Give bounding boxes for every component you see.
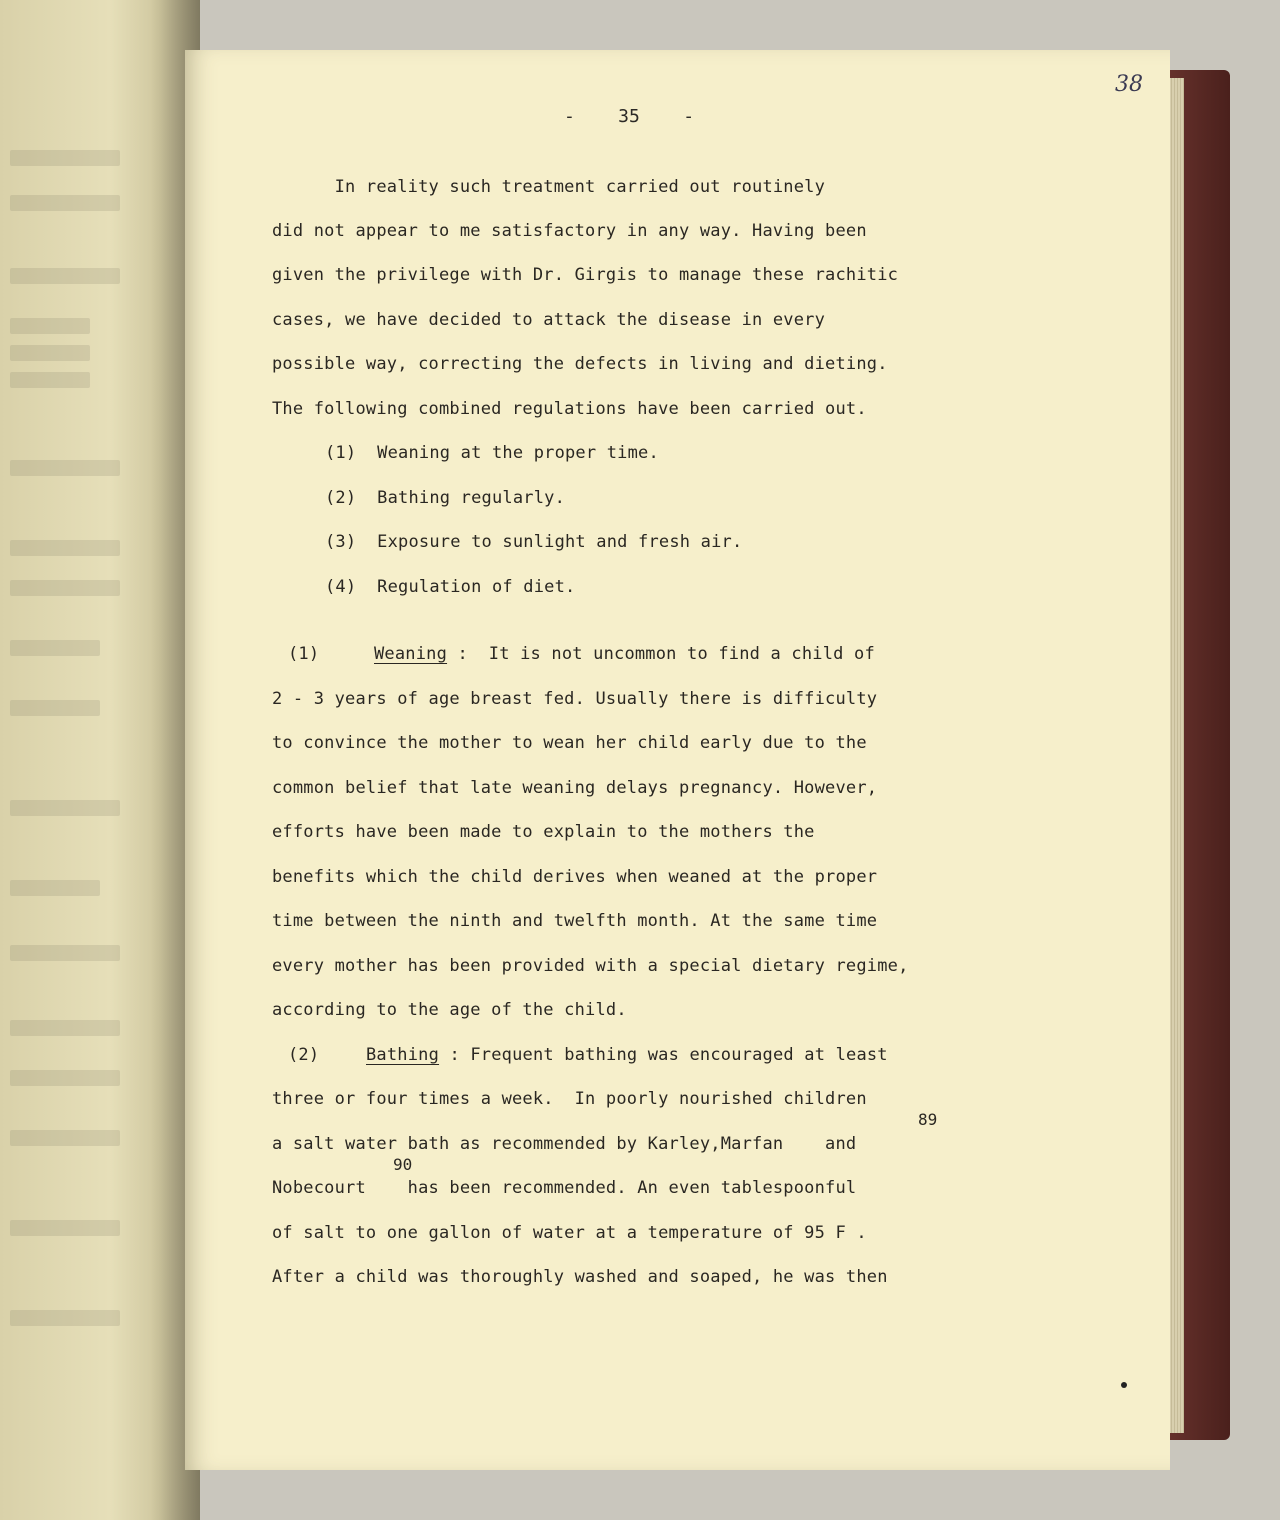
bathing-line: Nobecourt has been recommended. An even tablespoonful	[272, 1178, 857, 1198]
bathing-line: three or four times a week. In poorly nourished children	[272, 1089, 867, 1109]
regulation-item: (3) Exposure to sunlight and fresh air.	[325, 532, 743, 552]
weaning-first-line	[374, 643, 875, 665]
bleed-through-line	[10, 1220, 120, 1236]
bathing-first-line-rest: : Frequent bathing was encouraged at least	[439, 1045, 888, 1065]
intro-line: did not appear to me satisfactory in any way. Having been	[272, 221, 867, 241]
bleed-through-line	[10, 1130, 120, 1146]
typed-page	[185, 50, 1170, 1470]
weaning-line: 2 - 3 years of age breast fed. Usually there is difficulty	[272, 689, 878, 709]
bleed-through-line	[10, 1310, 120, 1326]
regulation-item: (1) Weaning at the proper time.	[325, 443, 659, 463]
bleed-through-line	[10, 540, 120, 556]
bleed-through-line	[10, 1020, 120, 1036]
bleed-through-line	[10, 195, 120, 211]
weaning-line: common belief that late weaning delays pregnancy. However,	[272, 778, 878, 798]
page-number: - 35 -	[564, 106, 695, 127]
bleed-through-line	[10, 945, 120, 961]
left-page	[0, 0, 200, 1520]
weaning-line: efforts have been made to explain to the mothers the	[272, 822, 815, 842]
reference-superscript: 89	[918, 1110, 938, 1129]
bleed-through-line	[10, 345, 90, 361]
weaning-first-line-rest: : It is not uncommon to find a child of	[447, 644, 875, 664]
bathing-line: of salt to one gallon of water at a temperature of 95 F .	[272, 1223, 867, 1243]
bleed-through-line	[10, 318, 90, 334]
bleed-through-line	[10, 460, 120, 476]
weaning-line: time between the ninth and twelfth month. At the same time	[272, 911, 878, 931]
intro-line: cases, we have decided to attack the disease in every	[272, 310, 826, 330]
intro-line: The following combined regulations have been carried out.	[272, 399, 867, 419]
reference-superscript: 90	[393, 1155, 413, 1174]
weaning-section-number: (1)	[288, 644, 320, 664]
bleed-through-line	[10, 372, 90, 388]
weaning-line: to convince the mother to wean her child early due to the	[272, 733, 867, 753]
bathing-section-number: (2)	[288, 1045, 320, 1065]
weaning-line: according to the age of the child.	[272, 1000, 627, 1020]
ink-speck	[1121, 1382, 1127, 1388]
bleed-through-line	[10, 800, 120, 816]
weaning-heading: Weaning	[374, 644, 448, 664]
bleed-through-line	[10, 700, 100, 716]
weaning-line: benefits which the child derives when weaned at the proper	[272, 867, 878, 887]
bleed-through-line	[10, 640, 100, 656]
bleed-through-line	[10, 580, 120, 596]
intro-line: given the privilege with Dr. Girgis to manage these rachitic	[272, 265, 899, 285]
bleed-through-line	[10, 150, 120, 166]
weaning-line: every mother has been provided with a special dietary regime,	[272, 956, 909, 976]
folio-number: 38	[1115, 72, 1143, 97]
bathing-first-line	[366, 1044, 888, 1066]
bathing-line: a salt water bath as recommended by Karley,Marfan and	[272, 1134, 857, 1154]
bathing-heading: Bathing	[366, 1045, 440, 1065]
intro-line: In reality such treatment carried out routinely	[272, 177, 826, 197]
bathing-line: After a child was thoroughly washed and soaped, he was then	[272, 1267, 888, 1287]
bleed-through-line	[10, 268, 120, 284]
bleed-through-line	[10, 880, 100, 896]
regulation-item: (4) Regulation of diet.	[325, 577, 576, 597]
bleed-through-line	[10, 1070, 120, 1086]
intro-line: possible way, correcting the defects in living and dieting.	[272, 354, 888, 374]
regulation-item: (2) Bathing regularly.	[325, 488, 566, 508]
